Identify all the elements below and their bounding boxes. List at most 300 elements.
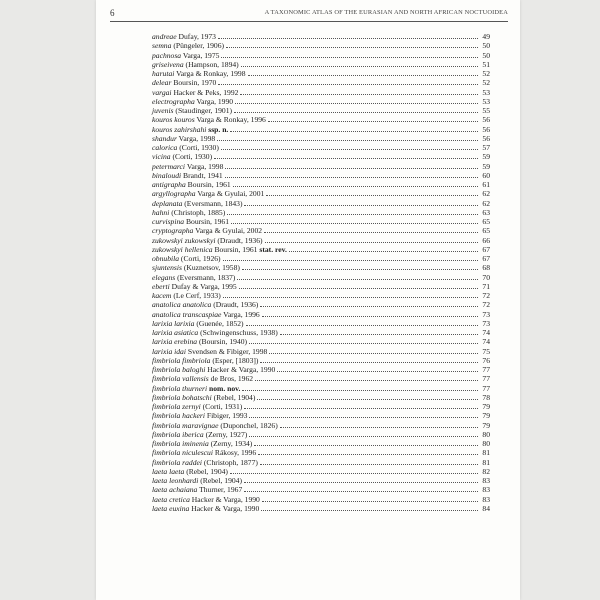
dot-leader [260,356,478,363]
taxon-name: anatolica anatolica [152,300,212,310]
index-entry [152,208,490,217]
taxon-name: delear [152,78,172,88]
taxon-author: (Draudt, 1936) [213,300,259,310]
index-entry [152,476,490,485]
entry-name [152,337,247,346]
taxon-name: shandur [152,133,177,143]
entry-page-number: 80 [482,429,490,439]
entry-name [152,402,242,411]
index-entry [152,217,490,226]
entry-page-number: 51 [482,59,490,69]
species-index-list [152,32,490,513]
taxon-author: Boursin, 1970 [173,78,217,88]
entry-page-number: 56 [482,115,490,125]
taxon-name: fimbriola zernyi [152,402,201,411]
taxon-name: fimbriola iberica [152,429,204,439]
taxon-author: Boursin, 1961 [187,180,231,189]
taxon-name: kouros kouros [152,115,195,125]
entry-page-number: 78 [482,392,490,402]
entry-name [152,476,242,485]
entry-page-number: 62 [482,189,490,199]
dot-leader [230,125,478,132]
taxon-name: sjuntensis [152,263,182,273]
index-entry [152,374,490,383]
taxon-author: (Corti, 1931) [202,402,243,411]
entry-name [152,69,246,78]
taxon-name: fimbriola niculescui [152,448,213,458]
dot-leader [244,485,478,492]
entry-page-number: 81 [482,448,490,458]
taxon-name: argyllographa [152,189,196,199]
dot-leader [242,384,478,391]
entry-name [152,189,264,198]
dot-leader [262,495,478,502]
entry-page-number: 76 [482,355,490,365]
entry-name [152,458,258,467]
index-entry [152,199,490,208]
entry-page-number: 81 [482,457,490,467]
entry-page-number: 63 [482,207,490,217]
entry-name [152,152,212,161]
dot-leader [221,51,478,58]
entry-name [152,411,247,420]
entry-name [152,467,228,476]
entry-name [152,236,263,245]
index-entry [152,106,490,115]
taxon-author: Varga & Ronkay, 1998 [176,69,246,78]
entry-page-number: 83 [482,476,490,485]
taxon-name: obnubila [152,254,180,263]
entry-name [152,421,278,430]
dot-leader [249,411,478,418]
taxon-author: (Püngeler, 1906) [173,41,225,51]
index-entry [152,189,490,198]
header-rule [110,21,508,22]
entry-page-number: 74 [482,337,490,347]
index-entry [152,245,490,254]
taxon-status-note: stat. rev. [259,244,287,254]
taxon-name: kacem [152,291,172,300]
taxon-author: (Eversmann, 1843) [184,198,243,208]
entry-page-number: 56 [482,124,490,134]
entry-name [152,347,267,356]
entry-name [152,310,260,319]
entry-page-number: 73 [482,309,490,319]
entry-name [152,254,221,263]
entry-page-number: 79 [482,402,490,411]
taxon-name: laeta achaiana [152,485,198,495]
entry-page-number: 67 [482,254,490,263]
dot-leader [218,32,478,39]
index-entry [152,152,490,161]
taxon-author: (Christoph, 1885) [171,207,226,217]
index-entry [152,393,490,402]
taxon-name: kouros zahirshahi [152,124,207,134]
taxon-author: (Hampson, 1894) [185,59,239,69]
dot-leader [266,189,478,196]
dot-leader [249,430,478,437]
taxon-status-note: nom. nov. [208,383,241,393]
dot-leader [217,134,478,141]
taxon-name: fimbriola vallensis [152,374,209,384]
taxon-name: zukowskyi zukowskyi [152,235,216,245]
taxon-author: Varga & Gyulai, 2002 [195,226,263,236]
entry-page-number: 72 [482,291,490,300]
entry-page-number: 50 [482,50,490,60]
dot-leader [218,78,478,85]
entry-page-number: 53 [482,87,490,97]
entry-name [152,374,253,383]
taxon-author: (Corti, 1930) [172,152,213,162]
entry-name [152,125,228,134]
document-page [96,0,520,600]
dot-leader [248,69,478,76]
dot-leader [223,254,478,261]
entry-name [152,106,232,115]
dot-leader [234,106,478,113]
page-number: 6 [110,8,115,18]
entry-page-number: 77 [482,374,490,384]
taxon-name: andreae [152,32,177,41]
entry-page-number: 71 [482,281,490,291]
index-entry [152,97,490,106]
entry-name [152,88,238,97]
index-entry [152,347,490,356]
taxon-name: fimbriola baloghi [152,365,206,374]
page-header [110,8,508,22]
entry-page-number: 55 [482,106,490,115]
entry-name [152,273,235,282]
index-entry [152,282,490,291]
taxon-name: fimbriola hackeri [152,411,205,421]
index-entry [152,78,490,87]
taxon-author: Svendsen & Fibiger, 1998 [187,346,268,356]
entry-name [152,430,247,439]
entry-page-number: 68 [482,263,490,273]
dot-leader [244,402,478,409]
entry-name [152,300,258,309]
taxon-author: (Corti, 1930) [179,143,219,152]
dot-leader [280,421,478,428]
entry-page-number: 57 [482,143,490,152]
entry-name [152,32,216,41]
index-entry [152,263,490,272]
dot-leader [233,180,478,187]
index-entry [152,125,490,134]
index-entry [152,448,490,457]
dot-leader [237,273,478,280]
dot-leader [280,328,478,335]
taxon-author: (Rebel, 1904) [213,392,256,402]
dot-leader [264,226,478,233]
taxon-status-note: ssp. n. [208,124,229,134]
dot-leader [254,439,478,446]
taxon-author: Varga, 1998 [178,133,216,143]
taxon-name: fimbriola iminenia [152,439,209,448]
taxon-name: binaloudi [152,170,182,180]
entry-name [152,485,242,494]
index-entry [152,69,490,78]
entry-page-number: 60 [482,170,490,180]
entry-name [152,217,229,226]
index-entry [152,319,490,328]
taxon-author: Rákosy, 1996 [214,448,257,458]
entry-name [152,384,240,393]
taxon-name: electrographa [152,96,195,106]
taxon-name: vargai [152,87,172,97]
taxon-author: Varga, 1996 [223,309,260,319]
taxon-name: antigrapha [152,180,186,189]
entry-name [152,291,221,300]
taxon-name: fimbriola fimbriola [152,355,211,365]
entry-page-number: 77 [482,383,490,393]
entry-page-number: 73 [482,318,490,328]
entry-page-number: 65 [482,217,490,226]
taxon-name: larixia asiatica [152,328,199,337]
taxon-author: (Rebel, 1904) [186,466,228,476]
index-entry [152,337,490,346]
taxon-name: laeta cretica [152,494,190,504]
taxon-name: larixia larixia [152,318,195,328]
dot-leader [221,143,478,150]
taxon-name: laeta laeta [152,466,185,476]
entry-name [152,495,260,504]
taxon-name: fimbriola maravignae [152,420,219,430]
taxon-author: Fibiger, 1993 [206,411,248,421]
entry-name [152,245,287,254]
dot-leader [260,300,478,307]
taxon-name: vicina [152,152,171,162]
entry-name [152,115,266,124]
dot-leader [289,245,478,252]
dot-leader [230,467,478,474]
entry-page-number: 70 [482,272,490,282]
entry-name [152,393,255,402]
entry-page-number: 52 [482,69,490,78]
taxon-name: fimbriola bohatschi [152,392,212,402]
entry-name [152,97,233,106]
index-entry [152,180,490,189]
index-entry [152,254,490,263]
entry-page-number: 52 [482,78,490,88]
dot-leader [214,152,478,159]
running-title: A TAXONOMIC ATLAS OF THE EURASIAN AND NORTH AFRICAN NOCTUOIDEA [264,9,508,16]
entry-name [152,365,275,374]
taxon-name: elegans [152,272,176,282]
taxon-author: (Eversmann, 1837) [177,272,236,282]
entry-page-number: 83 [482,485,490,495]
taxon-author: (Rebel, 1904) [200,476,243,485]
index-entry [152,51,490,60]
dot-leader [235,97,478,104]
index-entry [152,291,490,300]
index-entry [152,300,490,309]
dot-leader [265,236,478,243]
taxon-author: Hacker & Peks, 1992 [173,87,239,97]
dot-leader [262,310,478,317]
dot-leader [260,458,478,465]
index-entry [152,430,490,439]
taxon-name: zukowskyi hellenica [152,244,213,254]
index-entry [152,171,490,180]
taxon-author: (Christoph, 1877) [203,457,258,467]
taxon-name: semna [152,41,172,51]
index-entry [152,41,490,50]
taxon-name: hahni [152,207,170,217]
taxon-name: laeta leonhardi [152,476,199,485]
taxon-author: Hacker & Varga, 1990 [207,365,276,374]
taxon-author: Hacker & Varga, 1990 [191,503,260,513]
dot-leader [255,374,478,381]
entry-name [152,171,223,180]
entry-name [152,199,242,208]
taxon-author: Hacker & Varga, 1990 [191,494,260,504]
index-entry [152,402,490,411]
index-entry [152,328,490,337]
entry-name [152,504,259,513]
index-entry [152,365,490,374]
index-entry [152,411,490,420]
dot-leader [239,282,478,289]
taxon-author: Varga & Ronkay, 1996 [196,115,266,125]
dot-leader [226,41,478,48]
entry-name [152,51,219,60]
dot-leader [225,162,478,169]
taxon-name: cryptographa [152,226,194,236]
dot-leader [244,476,478,483]
taxon-author: (Kuznetsov, 1958) [183,263,240,273]
index-entry [152,310,490,319]
entry-page-number: 74 [482,328,490,337]
entry-page-number: 75 [482,346,490,356]
entry-page-number: 56 [482,133,490,143]
dot-leader [225,171,478,178]
dot-leader [240,88,478,95]
dot-leader [261,504,478,511]
taxon-author: Varga, 1975 [182,50,220,60]
taxon-author: Thurner, 1967 [199,485,243,495]
entry-page-number: 49 [482,32,490,41]
taxon-author: (Zerny, 1927) [205,429,248,439]
index-entry [152,88,490,97]
entry-name [152,78,216,87]
taxon-author: (Staudinger, 1901) [175,106,233,115]
entry-name [152,134,215,143]
taxon-name: pachnosa [152,50,182,60]
dot-leader [249,337,478,344]
entry-page-number: 82 [482,466,490,476]
taxon-name: juvenis [152,106,174,115]
taxon-author: (Guenée, 1852) [196,318,244,328]
taxon-name: larixia erebina [152,337,198,347]
entry-page-number: 67 [482,244,490,254]
taxon-name: calorica [152,143,178,152]
taxon-name: larixia idai [152,346,186,356]
entry-name [152,162,223,171]
entry-page-number: 79 [482,411,490,421]
index-entry [152,162,490,171]
entry-page-number: 72 [482,300,490,310]
taxon-author: (Duponchel, 1826) [220,420,278,430]
taxon-author: (Schwingenschuss, 1938) [200,328,278,337]
entry-name [152,328,278,337]
index-entry [152,32,490,41]
taxon-author: (Draudt, 1936) [217,235,263,245]
index-entry [152,421,490,430]
entry-page-number: 79 [482,420,490,430]
index-entry [152,273,490,282]
index-entry [152,143,490,152]
index-entry [152,356,490,365]
entry-name [152,319,244,328]
dot-leader [242,263,478,270]
entry-name [152,60,239,69]
index-entry [152,485,490,494]
entry-page-number: 80 [482,439,490,448]
taxon-name: anatolica transcaspiae [152,309,222,319]
index-entry [152,384,490,393]
index-entry [152,226,490,235]
taxon-author: Boursin, 1961 [214,244,258,254]
taxon-name: harutai [152,69,175,78]
index-entry [152,504,490,513]
taxon-author: Varga & Gyulai, 2001 [197,189,265,199]
index-entry [152,134,490,143]
entry-page-number: 59 [482,152,490,162]
dot-leader [241,60,478,67]
dot-leader [231,217,478,224]
dot-leader [227,208,478,215]
dot-leader [258,448,478,455]
entry-page-number: 59 [482,161,490,171]
dot-leader [223,291,478,298]
dot-leader [257,393,478,400]
entry-page-number: 84 [482,503,490,513]
entry-name [152,282,237,291]
index-entry [152,439,490,448]
entry-page-number: 50 [482,41,490,51]
entry-name [152,226,262,235]
taxon-name: fimbriola raddei [152,457,202,467]
index-entry [152,115,490,124]
taxon-name: curvispina [152,217,185,226]
taxon-name: laeta euxina [152,503,190,513]
index-entry [152,458,490,467]
dot-leader [244,199,478,206]
taxon-author: (Corti, 1926) [180,254,221,263]
entry-name [152,143,219,152]
dot-leader [246,319,478,326]
entry-name [152,180,231,189]
dot-leader [268,115,478,122]
taxon-name: petermarci [152,161,186,171]
dot-leader [269,347,478,354]
index-entry [152,60,490,69]
taxon-name: eberti [152,281,170,291]
taxon-name: deplanata [152,198,183,208]
taxon-author: (Le Cerf, 1933) [173,291,221,300]
index-entry [152,467,490,476]
entry-name [152,356,258,365]
dot-leader [277,365,478,372]
taxon-name: griseivena [152,59,184,69]
taxon-author: Varga, 1998 [186,161,224,171]
taxon-name: fimbriola thurneri [152,383,208,393]
taxon-author: (Boursin, 1940) [198,337,248,347]
taxon-author: Dufay & Varga, 1995 [171,281,237,291]
entry-page-number: 61 [482,180,490,189]
entry-name [152,439,252,448]
